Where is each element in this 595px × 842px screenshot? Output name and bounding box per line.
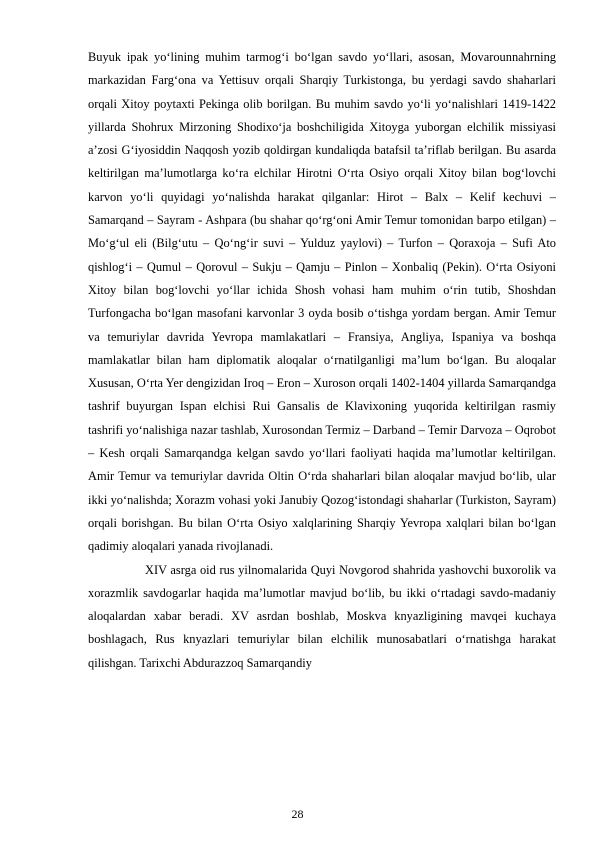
page-number: 28 [291, 807, 304, 821]
paragraph-trade-routes: Buyuk ipak yo‘lining muhim tarmog‘i bo‘lgan savdo yo‘llari, asosan, Movarounnahrning markazidan Farg‘ona va Yettisuv orqali Sharqiy Turkistonga, bu yerdagi savdo shaharlari orqali Xitoy poytaxti Pekinga olib borilgan. Bu muhim savdo yo‘li yo‘nalishlari 1419-1422 yillarda Shohrux Mirzoning Shodixo‘ja boshchiligida Xitoyga yuborgan elchilik missiyasi a’zosi G‘iyosiddin Naqqosh yozib qoldirgan kundaliqda batafsil ta’riflab berilgan. Bu asarda keltirilgan ma’lumotlarga ko‘ra elchilar Hirotni O‘rta Osiyo orqali Xitoy bilan bog‘lovchi karvon yo‘li quyidagi yo‘nalishda harakat qilganlar: Hirot – Balx – Kelif kechuvi – Samarqand – Sayram - Ashpara (bu shahar qo‘rg‘oni Amir Temur tomonidan barpo etilgan) – Mo‘g‘ul eli (Bilg‘utu – Qo‘ng‘ir suvi – Yulduz yaylovi) – Turfon – Qoraxoja – Sufi Ato qishlog‘i – Qumul – Qorovul – Sukju – Qamju – Pinlon – Xonbaliq (Pekin). O‘rta Osiyoni Xitoy bilan bog‘lovchi yo‘llar ichida Shosh vohasi ham muhim o‘rin tutib, Shoshdan Turfongacha bo‘lgan masofani karvonlar 3 oyda bosib o‘tishga yordam bergan. Amir Temur va temuriylar davrida Yevropa mamlakatlari – Fransiya, Angliya, Ispaniya va boshqa mamlakatlar bilan ham diplomatik aloqalar o‘rnatilganligi ma’lum bo‘lgan. Bu aloqalar Xususan, O‘rta Yer dengizidan Iroq – Eron – Xuroson orqali 1402-1404 yillarda Samarqandga tashrif buyurgan Ispan elchisi Rui Gansalis de Klavixoning yuqorida keltirilgan rasmiy tashrifi yo‘nalishiga nazar tashlab, Xurosondan Termiz – Darband – Temir Darvoza – Oqrobot – Kesh orqali Samarqandga kelgan savdo yo‘llari faoliyati haqida ma’lumotlar keltirilgan. Amir Temur va temuriylar davrida Oltin O‘rda shaharlari bilan aloqalar mavjud bo‘lib, ular ikki yo‘nalishda; Xorazm vohasi yoki Janubiy Qozog‘istondagi shaharlar (Turkiston, Sayram) orqali borishgan. Bu bilan O‘rta Osiyo xalqlarining Sharqiy Yevropa xalqlari bilan bo‘lgan qadimiy aloqalari yanada rivojlanadi. [88, 50, 556, 554]
document-page [88, 46, 556, 675]
paragraph-russian-chronicles: XIV asrga oid rus yilnomalarida Quyi Novgorod shahrida yashovchi buxorolik va xorazmlik savdogarlar haqida ma’lumotlar mavjud bo‘lib, bu ikki o‘rtadagi savdo-madaniy aloqalardan xabar beradi. XV asrdan boshlab, Moskva knyazligining mavqei kuchaya boshlagach, Rus knyazlari temuriylar bilan elchilik munosabatlari o‘rnatishga harakat qilishgan. Tarixchi Abdurazzoq Samarqandiy [88, 562, 556, 670]
